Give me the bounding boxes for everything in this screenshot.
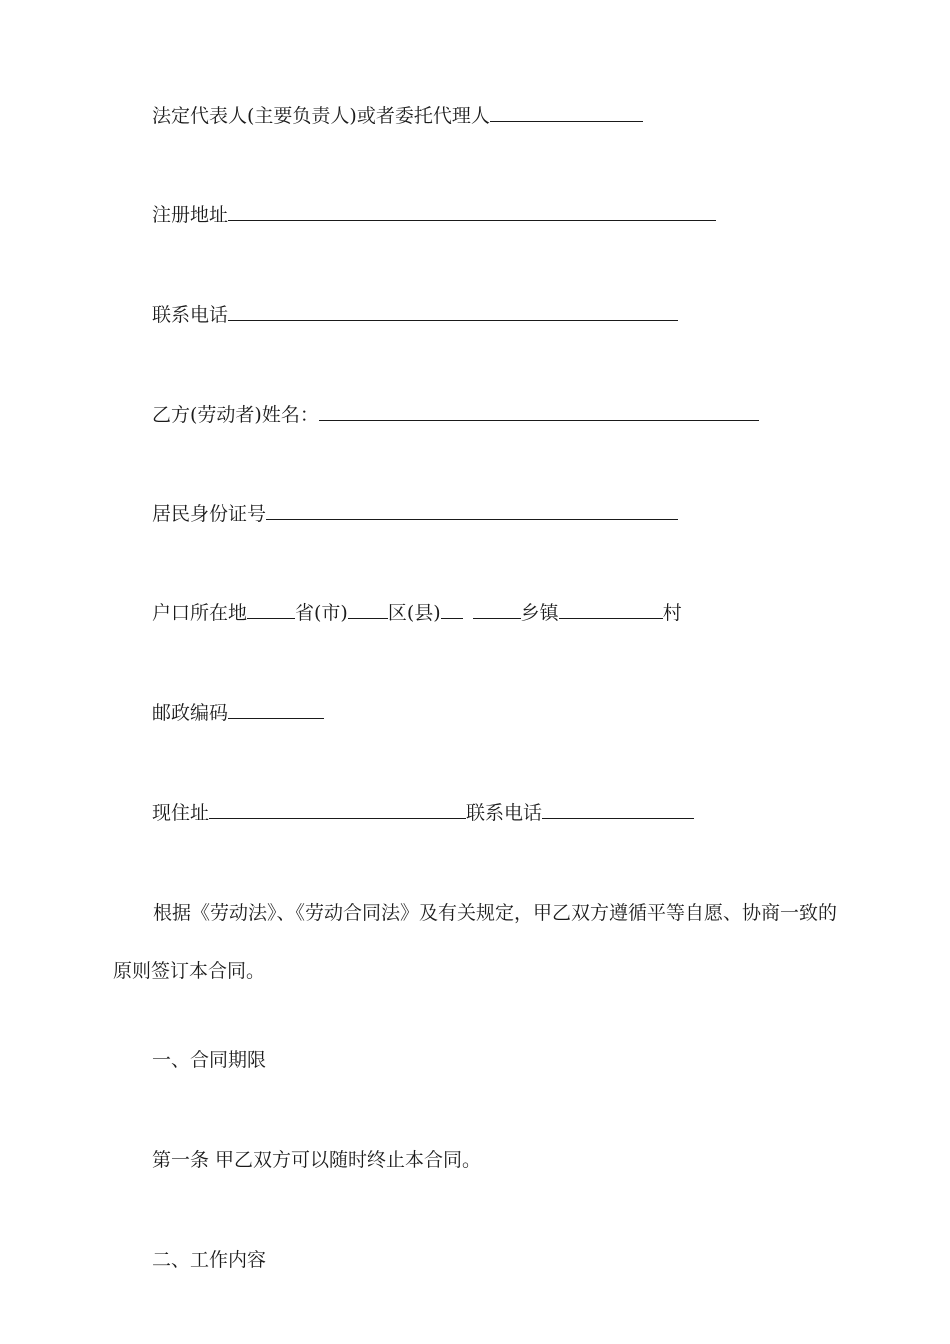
id-number-line	[152, 501, 678, 526]
legal-rep-blank[interactable]	[490, 103, 643, 122]
legal-rep-label: 法定代表人(主要负责人)或者委托代理人	[152, 105, 490, 127]
current-address-line	[152, 800, 694, 825]
worker-name-line	[152, 402, 759, 427]
contact-phone-line	[152, 302, 678, 327]
reg-address-label: 注册地址	[152, 204, 229, 226]
province-label: 省(市)	[295, 602, 348, 624]
province-blank[interactable]	[247, 600, 295, 619]
current-address-label: 现住址	[152, 802, 210, 824]
village-blank[interactable]	[559, 600, 663, 619]
district-blank-2[interactable]	[441, 600, 463, 619]
id-number-label: 居民身份证号	[152, 503, 267, 525]
current-address-blank[interactable]	[209, 800, 466, 819]
intro-paragraph: 根据《劳动法》、《劳动合同法》及有关规定，甲乙双方遵循平等自愿、协商一致的原则签订本合同。	[113, 902, 838, 982]
village-label: 村	[662, 602, 682, 624]
postal-code-blank[interactable]	[228, 700, 324, 719]
household-line	[152, 600, 682, 625]
id-number-blank[interactable]	[266, 501, 678, 520]
section1-title: 一、合同期限	[152, 1049, 267, 1071]
section2-title: 二、工作内容	[152, 1249, 267, 1271]
contact-phone-blank[interactable]	[228, 302, 678, 321]
current-phone-label: 联系电话	[466, 802, 543, 824]
postal-code-line	[152, 700, 324, 725]
district-blank[interactable]	[348, 600, 388, 619]
current-phone-blank[interactable]	[542, 800, 694, 819]
article1: 第一条 甲乙双方可以随时终止本合同。	[152, 1149, 482, 1171]
household-label: 户口所在地	[152, 602, 248, 624]
postal-code-label: 邮政编码	[152, 702, 229, 724]
legal-rep-line	[152, 103, 643, 128]
reg-address-blank[interactable]	[228, 202, 716, 221]
district-label: 区(县)	[387, 602, 441, 624]
worker-name-label: 乙方(劳动者)姓名：	[152, 404, 319, 426]
town-label: 乡镇	[520, 602, 559, 624]
town-blank[interactable]	[473, 600, 521, 619]
contact-phone-label: 联系电话	[152, 304, 229, 326]
reg-address-line	[152, 202, 716, 227]
worker-name-blank[interactable]	[319, 402, 759, 421]
